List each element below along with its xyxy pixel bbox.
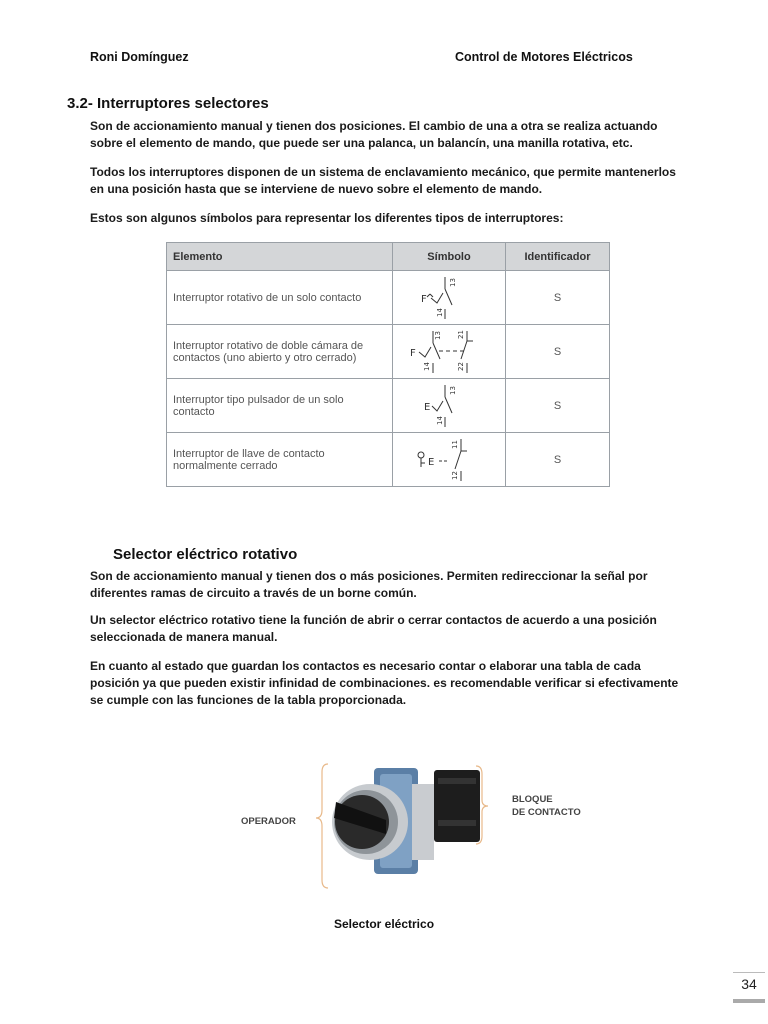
key-switch-symbol bbox=[399, 433, 499, 483]
column-header: Identificador bbox=[506, 243, 610, 271]
label-bloque: BLOQUE bbox=[512, 794, 553, 805]
svg-text:E: E bbox=[424, 402, 431, 413]
identifier-cell: S bbox=[506, 271, 610, 325]
terminal-label: 13 bbox=[449, 386, 457, 395]
terminal-label: 12 bbox=[451, 471, 459, 480]
paragraph: Son de accionamiento manual y tienen dos posiciones. El cambio de una a otra se realiza actuando sobre el elemento de mando, que puede ser una palanca, un balancín, una manilla rotativa, etc. bbox=[90, 119, 658, 150]
symbol-cell bbox=[393, 433, 506, 487]
svg-text:E: E bbox=[428, 457, 435, 468]
paragraph: Un selector eléctrico rotativo tiene la función de abrir o cerrar contactos de acuerdo a una posición seleccionada de manera manual. bbox=[90, 613, 657, 644]
svg-text:F: F bbox=[410, 348, 416, 359]
terminal-label: 21 bbox=[457, 330, 465, 339]
header-author: Roni Domínguez bbox=[90, 50, 189, 64]
page-number: 34 bbox=[741, 976, 757, 992]
section-title-interruptores: 3.2- Interruptores selectores bbox=[67, 95, 269, 112]
page-number-bar bbox=[733, 999, 765, 1003]
svg-text:F: F bbox=[421, 294, 427, 305]
identifier-cell: S bbox=[506, 433, 610, 487]
terminal-label: 22 bbox=[457, 362, 465, 371]
paragraph: Todos los interruptores disponen de un sistema de enclavamiento mecánico, que permite mantenerlos en una posición hasta que se interviene de nuevo sobre el elemento de mando. bbox=[90, 165, 676, 196]
terminal-label: 13 bbox=[434, 331, 442, 340]
terminal-label: 11 bbox=[451, 440, 459, 449]
element-cell: Interruptor de llave de contacto normalmente cerrado bbox=[167, 433, 393, 487]
table-row bbox=[167, 325, 610, 379]
column-header: Elemento bbox=[167, 243, 393, 271]
double-rotary-switch-symbol bbox=[399, 325, 499, 375]
paragraph: En cuanto al estado que guardan los contactos es necesario contar o elaborar una tabla de cada posición ya que pueden existir infinidad de combinaciones. es recomendable verificar si efectivamente se cumple con las funciones de la tabla proporcionada. bbox=[90, 659, 679, 707]
symbol-cell bbox=[393, 379, 506, 433]
element-cell: Interruptor rotativo de un solo contacto bbox=[167, 271, 393, 325]
label-operador: OPERADOR bbox=[241, 816, 296, 827]
terminal-label: 14 bbox=[436, 308, 444, 317]
terminal-label: 13 bbox=[449, 278, 457, 287]
paragraph: Estos son algunos símbolos para representar los diferentes tipos de interruptores: bbox=[90, 211, 564, 225]
element-cell: Interruptor tipo pulsador de un solo contacto bbox=[167, 379, 393, 433]
table-row bbox=[167, 379, 610, 433]
header-course: Control de Motores Eléctricos bbox=[455, 50, 633, 64]
symbol-cell bbox=[393, 271, 506, 325]
column-header: Símbolo bbox=[393, 243, 506, 271]
rotary-switch-symbol bbox=[399, 271, 499, 321]
table-row bbox=[167, 271, 610, 325]
element-cell: Interruptor rotativo de doble cámara de contactos (uno abierto y otro cerrado) bbox=[167, 325, 393, 379]
table-header-row bbox=[167, 243, 610, 271]
symbol-cell bbox=[393, 325, 506, 379]
identifier-cell: S bbox=[506, 325, 610, 379]
figure-caption: Selector eléctrico bbox=[333, 917, 435, 931]
label-contacto: DE CONTACTO bbox=[512, 807, 581, 818]
identifier-cell: S bbox=[506, 379, 610, 433]
table-row bbox=[167, 433, 610, 487]
pushbutton-switch-symbol bbox=[399, 379, 499, 429]
section-title-selector: Selector eléctrico rotativo bbox=[113, 546, 298, 563]
terminal-label: 14 bbox=[436, 416, 444, 425]
symbols-table bbox=[166, 242, 610, 487]
terminal-label: 14 bbox=[423, 362, 431, 371]
paragraph: Son de accionamiento manual y tienen dos o más posiciones. Permiten redireccionar la señal por diferentes ramas de circuito a través de un borne común. bbox=[90, 569, 648, 600]
